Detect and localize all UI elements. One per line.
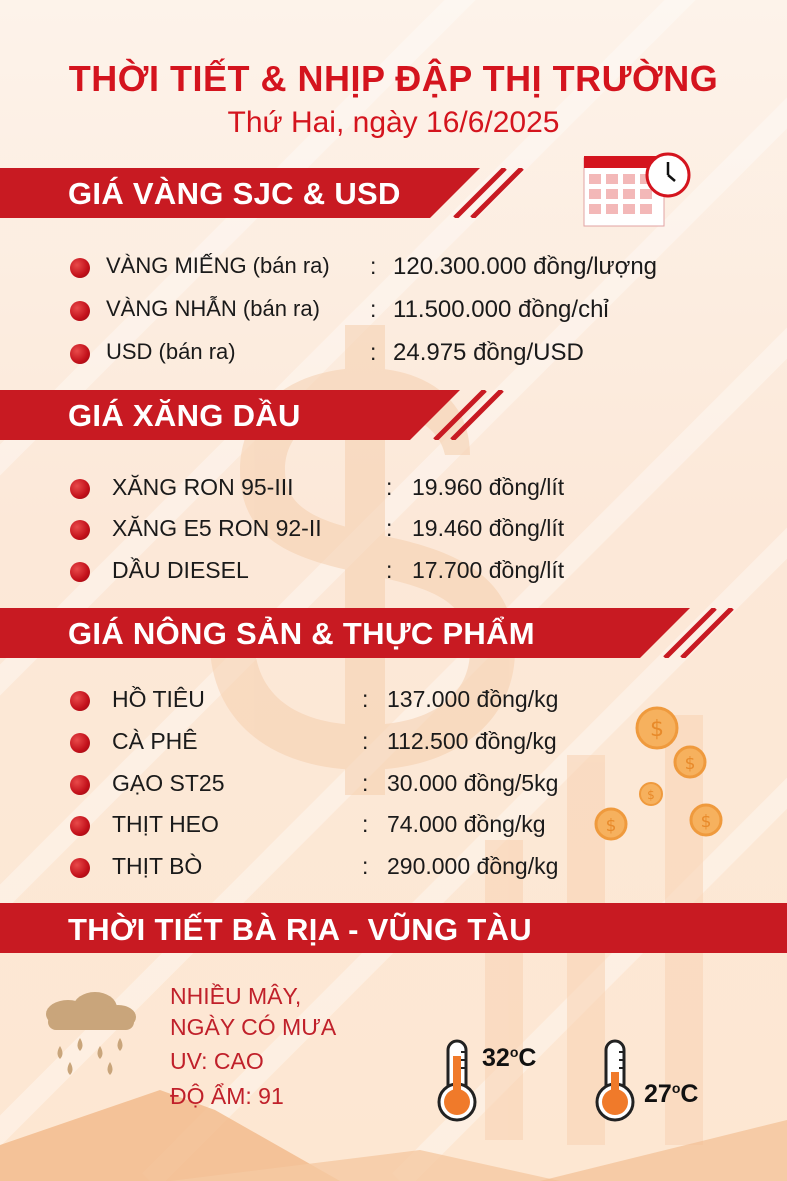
bullet-icon <box>70 344 90 364</box>
list-item <box>0 295 787 329</box>
bullet-icon <box>70 520 90 540</box>
item-label: THỊT BÒ <box>112 853 203 879</box>
item-label: HỒ TIÊU <box>112 686 205 712</box>
list-item <box>0 252 787 286</box>
item-separator: : <box>370 253 377 279</box>
temperature-high: 32$^o$C <box>482 1044 537 1072</box>
list-item <box>0 727 787 761</box>
item-value: 137.000 đồng/kg <box>387 686 559 712</box>
bullet-icon <box>70 258 90 278</box>
item-value: 290.000 đồng/kg <box>387 853 559 879</box>
item-label: VÀNG MIẾNG (bán ra) <box>106 253 330 278</box>
item-label: GẠO ST25 <box>112 770 225 796</box>
bullet-icon <box>70 562 90 582</box>
bullet-icon <box>70 301 90 321</box>
item-value: 120.300.000 đồng/lượng <box>393 253 658 280</box>
bullet-icon <box>70 691 90 711</box>
list-item <box>0 514 787 548</box>
svg-text:$: $ <box>605 816 617 836</box>
list-item <box>0 556 787 590</box>
weather-humidity: ĐỘ ẨM: 91 <box>170 1083 284 1109</box>
weather-condition-line-1: NHIỀU MÂY, <box>170 983 302 1009</box>
item-separator: : <box>370 339 377 365</box>
rain-cloud-icon <box>40 990 140 1080</box>
item-separator: : <box>386 515 393 541</box>
item-label: CÀ PHÊ <box>112 728 198 754</box>
item-value: 24.975 đồng/USD <box>393 339 584 366</box>
bullet-icon <box>70 775 90 795</box>
item-separator: : <box>362 728 369 754</box>
item-separator: : <box>370 296 377 322</box>
bullet-icon <box>70 733 90 753</box>
bullet-icon <box>70 816 90 836</box>
list-item <box>0 810 787 844</box>
temperature-low: 27$^o$C <box>644 1080 699 1108</box>
svg-text:$: $ <box>700 812 712 832</box>
item-value: 17.700 đồng/lít <box>412 557 565 583</box>
item-label: DẦU DIESEL <box>112 557 249 583</box>
item-separator: : <box>362 686 369 712</box>
section-title-gold: GIÁ VÀNG SJC & USD <box>68 176 401 211</box>
item-value: 19.960 đồng/lít <box>412 474 565 500</box>
list-item <box>0 685 787 719</box>
list-item <box>0 852 787 886</box>
svg-text:$: $ <box>684 754 696 774</box>
item-label: XĂNG RON 95-III <box>112 474 294 500</box>
item-label: THỊT HEO <box>112 811 219 837</box>
bullet-icon <box>70 858 90 878</box>
svg-text:$: $ <box>650 717 664 742</box>
item-label: XĂNG E5 RON 92-II <box>112 515 322 541</box>
svg-text:$: $ <box>647 788 655 802</box>
item-separator: : <box>386 557 393 583</box>
thermometer-low-icon <box>590 1038 640 1124</box>
item-value: 19.460 đồng/lít <box>412 515 565 541</box>
bullet-icon <box>70 479 90 499</box>
weather-condition-line-2: NGÀY CÓ MƯA <box>170 1014 337 1040</box>
section-title-food: GIÁ NÔNG SẢN & THỰC PHẨM <box>68 616 535 651</box>
item-value: 112.500 đồng/kg <box>387 728 557 754</box>
item-value: 74.000 đồng/kg <box>387 811 546 837</box>
page-date: Thứ Hai, ngày 16/6/2025 <box>227 106 560 139</box>
weather-uv: UV: CAO <box>170 1048 264 1074</box>
item-separator: : <box>362 811 369 837</box>
section-title-weather: THỜI TIẾT BÀ RỊA - VŨNG TÀU <box>68 912 532 947</box>
item-label: USD (bán ra) <box>106 339 236 364</box>
item-value: 11.500.000 đồng/chỉ <box>393 296 609 323</box>
item-value: 30.000 đồng/5kg <box>387 770 559 796</box>
item-separator: : <box>362 853 369 879</box>
section-title-fuel: GIÁ XĂNG DẦU <box>68 398 301 433</box>
list-item <box>0 473 787 507</box>
page-title: THỜI TIẾT & NHỊP ĐẬP THỊ TRƯỜNG <box>68 58 719 99</box>
item-label: VÀNG NHẪN (bán ra) <box>106 296 320 321</box>
list-item <box>0 338 787 372</box>
item-separator: : <box>362 770 369 796</box>
thermometer-high-icon <box>432 1038 482 1124</box>
calendar-clock-icon <box>580 148 695 233</box>
item-separator: : <box>386 474 393 500</box>
list-item <box>0 769 787 803</box>
